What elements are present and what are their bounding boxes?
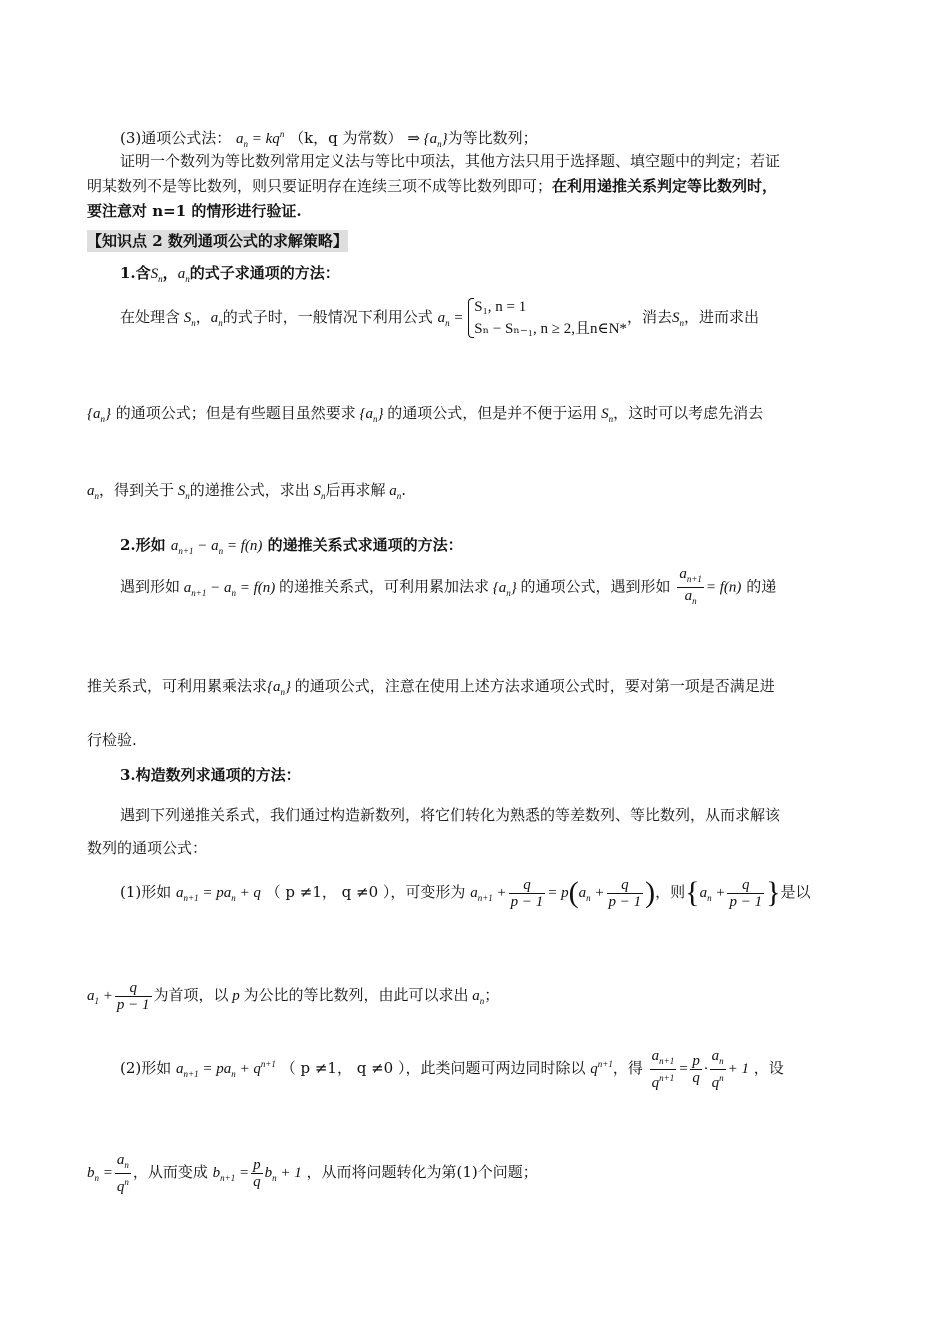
text: (2)形如 <box>120 1059 172 1077</box>
s2-line2 <box>87 676 775 702</box>
case2-line2: $b_n$ = $\frac{a_n}{q^n}$ ，从而变成 $b_{n+1}$ = $\frac{p}{q}$ $b_n + 1$ ，从而将问题转化为第(1)个问题； <box>87 1151 538 1195</box>
math-linear-recurrence: $a_{n+1} = pa_n + q$ <box>176 885 261 903</box>
text: 的递推关系式，可利用累加法求 <box>279 577 490 596</box>
frac-p-q: $\frac{p}{q}$ <box>253 1156 261 1190</box>
text: ，从而将问题转化为第(1)个问题； <box>306 1163 538 1181</box>
case1-line1: (1)形如 $a_{n+1} = pa_n + q$ （ p ≠1， q ≠0 ），可变形为 $a_{n+1}$ + $\frac{q}{p - 1}$ = $p(a_n$ + $\frac{q}{p - 1}$ )，则{$a_n$ + $\frac{q}{p - 1}$ }是以 <box>120 876 811 910</box>
math-implies: ⇒ $\{a_n\}$ <box>407 131 448 149</box>
text: 的通项公式，注意在使用上述方法求通项公式时，要对第一项是否满足进 <box>294 677 775 695</box>
frac-q-p1: $\frac{q}{p - 1}$ <box>608 876 642 910</box>
frac-q-p1: $\frac{q}{p - 1}$ <box>729 876 763 910</box>
math-qn1: $q^{n+1}$ <box>590 1059 613 1077</box>
math-sn: $S_n$ <box>671 310 684 328</box>
math-seq-an: $\{a_n\}$ <box>87 406 111 424</box>
text: 后再求解 <box>325 481 386 499</box>
text: 的递推关系式求通项的方法： <box>267 536 463 554</box>
math-sn: $S_n$ <box>174 483 190 501</box>
math-recurrence: $a_{n+1} - a_n = f(n)$ <box>170 538 263 556</box>
text: 的通项公式；但是有些题目虽然要求 <box>115 404 356 422</box>
s1-line1 <box>120 296 759 340</box>
math-bn-def: $b_n$ = <box>87 1165 113 1183</box>
bold-text: 在利用递推关系判定等比数列时， <box>552 177 778 195</box>
math-seq-an: $\{a_n\}$ <box>267 679 295 697</box>
s2-line3: 行检验. <box>87 731 137 749</box>
text: 推关系式，可利用累乘法求 <box>87 677 268 695</box>
text: ，则 <box>655 883 686 901</box>
text: 的递推公式，求出 <box>189 481 310 499</box>
frac-an-qn: $\frac{a_n}{q^n}$ <box>116 1151 129 1195</box>
paragraph-line <box>87 176 777 196</box>
text: （k，q 为常数） <box>289 129 403 147</box>
math-seq-an: $\{a_n\}$ <box>355 406 388 424</box>
math-sn: $S_n$ <box>180 310 196 328</box>
text: ， <box>162 264 178 282</box>
text: (1)形如 <box>120 883 172 901</box>
section-header: 【知识点 2 数列通项公式的求解策略】 <box>87 232 348 250</box>
math-sn: $S_n$ <box>597 406 614 424</box>
math-seq-an: $\{a_n\}$ <box>489 579 521 598</box>
text: ，这时可以考虑先消去 <box>613 404 764 422</box>
text: 是以 <box>780 883 811 901</box>
text: ，进而求出 <box>683 308 759 326</box>
math-ratio: $\frac{a_{n+1}}{a_n}$ <box>679 566 702 606</box>
text: 为首项，以 <box>153 986 229 1004</box>
paragraph-line: 证明一个数列为等比数列常用定义法与等比中项法，其他方法只用于选择题、填空题中的判定；若证 <box>120 152 781 170</box>
text: ； <box>484 986 500 1004</box>
frac-p-q: $\frac{p}{q}$ <box>692 1052 700 1086</box>
text: 2.形如 <box>120 536 166 554</box>
s3-line1: 遇到下列递推关系式，我们通过构造新数列，将它们转化为熟悉的等差数列、等比数列，从而求解该 <box>120 806 781 824</box>
math-transformed: $a_{n+1}$ + <box>470 885 507 903</box>
math-recurrence: $a_{n+1} - a_n = f(n)$ <box>180 579 279 598</box>
text: 的递 <box>746 577 777 596</box>
frac-an-qn: $\frac{a_n}{q^n}$ <box>711 1047 724 1091</box>
math-first-term: $a_1$ + <box>87 988 113 1006</box>
math-an-eq: $a_n = kq^n$ <box>236 129 285 149</box>
math-an: $a_n$ <box>87 483 99 501</box>
math-sn: $S_n$ <box>150 266 163 284</box>
text: 的通项公式，但是并不便于运用 <box>387 404 598 422</box>
math-an: $a_n$ = <box>437 310 464 328</box>
case-2: Sₙ − Sₙ₋₁, n ≥ 2,且n∈N* <box>474 321 627 337</box>
math-an: $a_n$ <box>385 483 402 501</box>
text: ，从而变成 <box>132 1163 208 1181</box>
s2-line1: 遇到形如 $a_{n+1} - a_n = f(n)$ 的递推关系式，可利用累加法求 $\{a_n\}$ 的通项公式，遇到形如 $\frac{a_{n+1}}{a_n}$ = f(n) 的递 <box>120 566 776 613</box>
case2-line1: (2)形如 $a_{n+1} = pa_n + q^{n+1}$ （ p ≠1， q ≠0 ），此类问题可两边同时除以 $q^{n+1}$，得 $\frac{a_{n+1}}{q^{n+1}}$ = $\frac{p}{q}$ · $\frac{a_n}{q^n}$ + 1 ，设 <box>120 1047 784 1091</box>
text: （ p ≠1， q ≠0 ），此类问题可两边同时除以 <box>280 1059 586 1077</box>
math-sn: $S_n$ <box>309 483 326 501</box>
text: ，得到关于 <box>99 481 175 499</box>
math-recurrence-2: $a_{n+1} = pa_n + q^{n+1}$ <box>176 1059 276 1079</box>
math-an: $a_n$ <box>177 266 190 284</box>
math-bn-recurrence: $b_{n+1}$ = <box>212 1165 250 1183</box>
text: ，消去 <box>626 308 672 326</box>
text: 的式子求通项的方法： <box>189 264 340 282</box>
case1-line2: $a_1$ + $\frac{q}{p - 1}$ 为首项，以 p 为公比的等比数列，由此可以求出 $a_n$； <box>87 979 500 1013</box>
frac-q-p1: $\frac{q}{p - 1}$ <box>510 876 544 910</box>
bold-paragraph-line: 要注意对 n=1 的情形进行验证. <box>87 202 302 220</box>
text: 遇到形如 <box>120 577 181 596</box>
text: 在处理含 <box>120 308 181 326</box>
heading-3: 3.构造数列求通项的方法： <box>120 766 301 784</box>
text: 为等比数列； <box>447 129 538 147</box>
heading-1 <box>120 263 340 289</box>
s3-line2: 数列的通项公式： <box>87 839 208 857</box>
text: 的通项公式，遇到形如 <box>520 577 671 596</box>
heading-2 <box>120 535 463 561</box>
text: 明某数列不是等比数列，则只要证明存在连续三项不成等比数列即可； <box>87 177 553 195</box>
math-an: $a_n$ <box>210 310 223 328</box>
piecewise-formula <box>468 296 627 340</box>
text: 的式子时，一般情况下利用公式 <box>222 308 433 326</box>
text: 为公比的等比数列，由此可以求出 <box>243 986 469 1004</box>
frac-q-p1: $\frac{q}{p - 1}$ <box>116 979 150 1013</box>
text: . <box>401 481 407 499</box>
text: 1.含 <box>120 264 151 282</box>
text: ，得 <box>612 1059 643 1077</box>
formula-method-line <box>120 124 538 154</box>
text: ，设 <box>753 1059 784 1077</box>
case-1: S₁, n = 1 <box>474 299 527 315</box>
text: (3)通项公式法： <box>120 129 232 147</box>
s1-line3 <box>87 480 406 506</box>
s1-line2 <box>87 403 763 429</box>
frac-an1-qn1: $\frac{a_{n+1}}{q^{n+1}}$ <box>651 1047 675 1091</box>
text: ， <box>195 308 211 326</box>
text: （ p ≠1， q ≠0 ），可变形为 <box>265 883 466 901</box>
